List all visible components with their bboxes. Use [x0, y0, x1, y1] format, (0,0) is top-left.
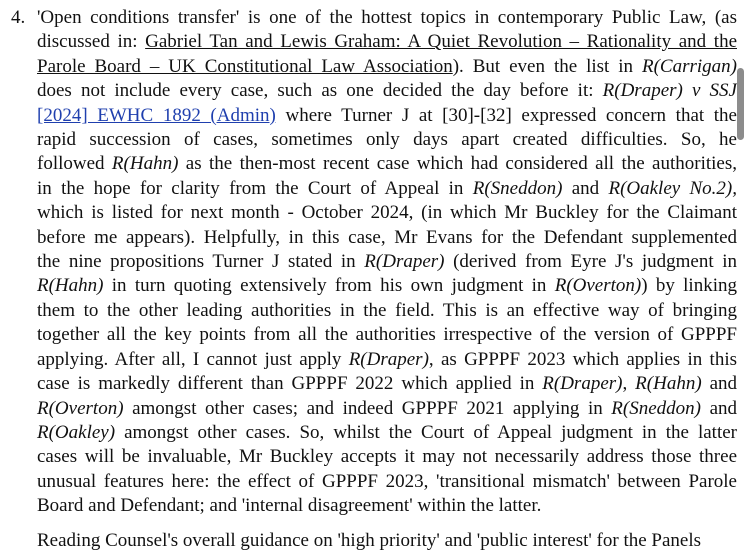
paragraph-line: [37, 177, 737, 201]
text-run: amongst other cases; and indeed GPPPF 2021 applying in: [123, 397, 612, 419]
case-citation: R(Draper): [542, 373, 623, 395]
text-run: Board and Defendant; and 'internal disagreement' within the latter.: [37, 495, 542, 517]
case-citation: R(Oakley): [37, 421, 116, 443]
case-citation: R(Hahn): [111, 153, 179, 175]
paragraph-line: [37, 323, 737, 347]
text-run: and: [701, 397, 737, 419]
article-link[interactable]: Parole Board – UK Constitutional Law Association: [37, 55, 453, 77]
case-citation: R(Overton): [554, 275, 642, 297]
text-run: them to the other leading authorities in the field. This is an effective way of bringing: [37, 299, 737, 321]
paragraph-line: [37, 250, 737, 274]
text-run: unusual features here: the effect of GPPPF 2023, 'transitional mismatch' between Parole: [37, 470, 737, 492]
paragraph-line: [37, 421, 737, 445]
text-run: case is markedly different than GPPPF 2022 which applied in: [37, 373, 543, 395]
paragraph-line: [37, 299, 737, 323]
text-run: 'Open conditions transfer' is one of the hottest topics in contemporary Public Law, (as: [37, 7, 737, 28]
paragraph-line: [37, 152, 737, 176]
case-citation: R(Sneddon): [611, 397, 701, 419]
text-run: as the then-most recent case which had considered all the authorities,: [178, 153, 737, 175]
text-run: ,: [622, 373, 636, 395]
paragraph-line: [37, 104, 737, 128]
case-citation: R(Draper): [348, 348, 429, 370]
judgment-paragraph: [37, 6, 737, 519]
text-run: and: [701, 373, 738, 395]
scrollbar-thumb[interactable]: [737, 68, 744, 140]
text-run: where Turner J at [30]-[32] expressed concern that the: [275, 104, 737, 126]
paragraph-line: [37, 397, 737, 421]
text-run: rapid succession of cases, sometimes only days apart created difficulties. So, he: [37, 129, 737, 151]
paragraph-number: 4.: [11, 7, 26, 28]
text-run: the nine propositions Turner J stated in: [37, 251, 365, 273]
case-citation: R(Draper): [364, 251, 445, 273]
paragraph-line: [37, 6, 737, 30]
text-run: , as GPPPF 2023 which applies in this: [428, 348, 737, 370]
paragraph-line: [37, 494, 737, 518]
citation-link[interactable]: [2024] EWHC 1892 (Admin): [37, 104, 276, 126]
text-run: together all the key points from all the authorities irrespective of the version of GPPPF: [37, 324, 737, 346]
paragraph-line: [37, 348, 737, 372]
paragraph-line: [37, 372, 737, 396]
next-paragraph-partial: Reading Counsel's overall guidance on 'high priority' and 'public interest' for the Panels: [37, 530, 702, 551]
text-run: which is listed for next month - October 2024, (in which Mr Buckley for the Claimant: [37, 202, 737, 224]
paragraph-line: [37, 30, 737, 54]
case-citation: R(Hahn): [635, 373, 702, 395]
paragraph-line: [37, 445, 737, 469]
text-run: cases will be invaluable, Mr Buckley accepts it may not necessarily address those three: [37, 446, 737, 468]
text-run: applying. After all, I cannot just apply: [37, 348, 349, 370]
text-run: ). But even the list in: [452, 55, 642, 77]
paragraph-line: [37, 226, 737, 250]
case-citation: R(Oakley No.2),: [608, 177, 737, 199]
article-link[interactable]: Gabriel Tan and Lewis Graham: A Quiet Revolution – Rationality and the: [145, 31, 737, 53]
text-run: and: [562, 177, 609, 199]
text-run: followed: [37, 153, 112, 175]
paragraph-line: [37, 128, 737, 152]
paragraph-line: [37, 201, 737, 225]
text-run: in turn quoting extensively from his own judgment in: [103, 275, 555, 297]
paragraph-line: [37, 274, 737, 298]
paragraph-line: [37, 79, 737, 103]
text-run: discussed in:: [37, 31, 146, 53]
text-run: (derived from Eyre J's judgment in: [444, 251, 737, 273]
case-citation: R(Carrigan): [642, 55, 737, 77]
paragraph-line: [37, 55, 737, 79]
text-run: amongst other cases. So, whilst the Court of Appeal judgment in the latter: [115, 421, 737, 443]
paragraph-line: [37, 470, 737, 494]
case-citation: R(Hahn): [37, 275, 104, 297]
case-citation: R(Sneddon): [472, 177, 563, 199]
text-run: before me appears). Helpfully, in this case, Mr Evans for the Defendant supplemented: [37, 226, 737, 248]
text-run: in the hope for clarity from the Court of Appeal in: [37, 177, 473, 199]
text-run: does not include every case, such as one decided the day before it:: [37, 80, 603, 102]
case-citation: R(Overton): [37, 397, 124, 419]
text-run: ) by linking: [641, 275, 737, 297]
case-citation: R(Draper) v SSJ: [602, 80, 737, 102]
